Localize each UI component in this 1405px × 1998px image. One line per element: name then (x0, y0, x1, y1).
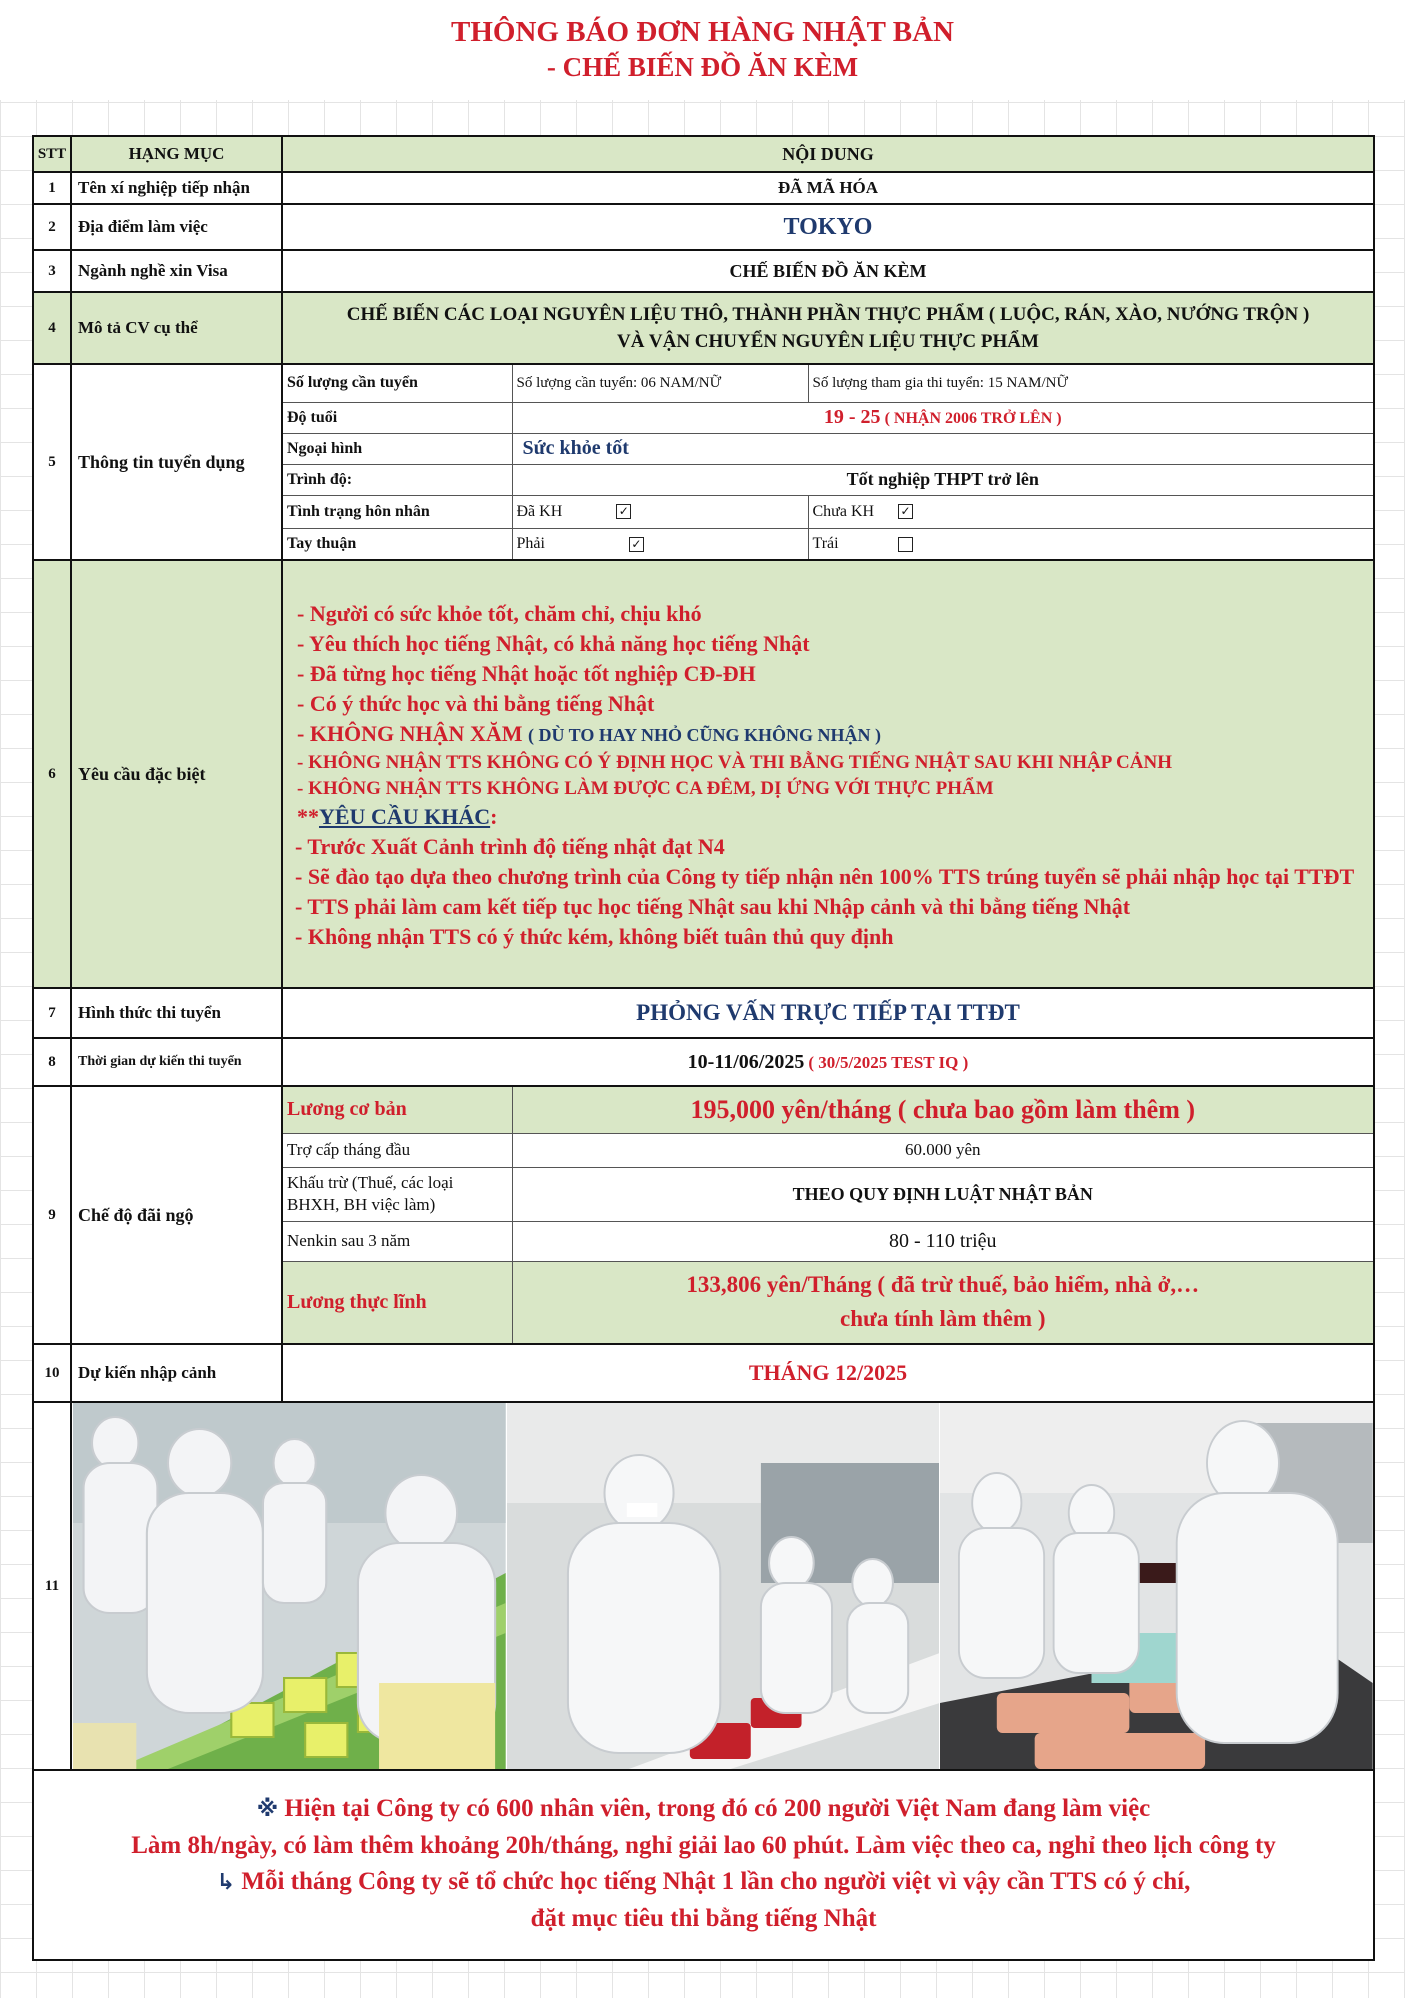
requirement-item: - KHÔNG NHẬN TTS KHÔNG LÀM ĐƯỢC CA ĐÊM, DỊ ỨNG VỚI THỰC PHẨM (297, 777, 994, 799)
tattoo-note: ( DÙ TO HAY NHỎ CŨNG KHÔNG NHẬN ) (527, 724, 882, 745)
footer-line-4: đặt mục tiêu thi bằng tiếng Nhật (530, 1905, 877, 1932)
requirement-item: - Có ý thức học và thi bằng tiếng Nhật (297, 690, 655, 716)
factory-photo-2 (506, 1403, 940, 1769)
nenkin-value: 80 - 110 triệu (512, 1221, 1373, 1261)
table-row (33, 250, 1374, 292)
other-item: - TTS phải làm cam kết tiếp tục học tiếng Nhật sau khi Nhập cảnh và thi bằng tiếng Nhật (295, 893, 1131, 919)
job-order-table (32, 135, 1375, 1961)
footer-line-3 (38, 1864, 1369, 1901)
row-number: 9 (33, 1086, 71, 1344)
age-note: ( NHẬN 2006 TRỞ LÊN ) (884, 410, 1062, 427)
row-label: Thông tin tuyển dụng (71, 364, 282, 560)
row-label: Chế độ đãi ngộ (71, 1086, 282, 1344)
footer-text-1: Hiện tại Công ty có 600 nhân viên, trong đó có 200 người Việt Nam đang làm việc (284, 1795, 1151, 1822)
requirement-item: - Người có sức khỏe tốt, chăm chỉ, chịu khó (297, 600, 702, 626)
row-label: Mô tả CV cụ thể (71, 292, 282, 364)
left-hand-checkbox[interactable] (898, 537, 913, 552)
right-hand-checkbox[interactable]: ✓ (629, 537, 644, 552)
other-requirements-heading (291, 802, 1373, 832)
row-number: 7 (33, 988, 71, 1038)
salary-value: 195,000 yên/tháng ( chưa bao gồm làm thêm ) (512, 1087, 1373, 1133)
row-number: 8 (33, 1038, 71, 1086)
qty-exam: Số lượng tham gia thi tuyển: 15 NAM/NỮ (808, 365, 1373, 402)
footer-notes (33, 1770, 1374, 1960)
job-description (282, 292, 1374, 364)
table-header-row (33, 136, 1374, 172)
table-row (33, 364, 1374, 560)
title-line-1: THÔNG BÁO ĐƠN HÀNG NHẬT BẢN (451, 16, 954, 48)
row-label: Yêu cầu đặc biệt (71, 560, 282, 988)
footer-line-2: Làm 8h/ngày, có làm thêm khoảng 20h/tháng, nghỉ giải lao 60 phút. Làm việc theo ca, nghỉ theo lịch công ty (131, 1832, 1276, 1859)
education-value: Tốt nghiệp THPT trở lên (512, 464, 1373, 495)
benefits-subtable (283, 1087, 1373, 1343)
row-number: 5 (33, 364, 71, 560)
net-salary-label: Lương thực lĩnh (283, 1261, 512, 1343)
deduction-label: Khấu trừ (Thuế, các loại BHXH, BH việc làm) (283, 1167, 512, 1221)
exam-date-note: ( 30/5/2025 TEST IQ ) (808, 1052, 969, 1072)
table-row (33, 1038, 1374, 1086)
net-salary-line-2: chưa tính làm thêm ) (840, 1306, 1046, 1332)
exam-date (282, 1038, 1374, 1086)
table-row (33, 988, 1374, 1038)
other-colon: : (490, 803, 498, 829)
photos-cell (71, 1402, 1374, 1770)
benefits (282, 1086, 1374, 1344)
appearance-label: Ngoại hình (283, 433, 512, 464)
table-row (33, 1770, 1374, 1960)
header-stt: STT (33, 136, 71, 172)
header-content: NỘI DUNG (282, 136, 1374, 172)
deduction-value: THEO QUY ĐỊNH LUẬT NHẬT BẢN (512, 1167, 1373, 1221)
row-number: 6 (33, 560, 71, 988)
row-label: Hình thức thi tuyển (71, 988, 282, 1038)
hand-label: Tay thuận (283, 528, 512, 559)
net-salary-line-1: 133,806 yên/Tháng ( đã trừ thuế, bảo hiểm, nhà ở,… (686, 1272, 1200, 1298)
factory-photo-3 (939, 1403, 1373, 1769)
other-item: - Sẽ đào tạo dựa theo chương trình của Công ty tiếp nhận nên 100% TTS trúng tuyển sẽ phải nhập học tại TTĐT (295, 863, 1355, 889)
exam-date-value: 10-11/06/2025 (687, 1050, 805, 1073)
net-salary-value (512, 1261, 1373, 1343)
age-value: 19 - 25 (823, 406, 881, 428)
age-cell (512, 402, 1373, 433)
entry-date: THÁNG 12/2025 (282, 1344, 1374, 1402)
other-stars: ** (297, 803, 319, 829)
other-item: - Không nhận TTS có ý thức kém, không biết tuân thủ quy định (295, 923, 894, 949)
education-label: Trình độ: (283, 464, 512, 495)
factory-photo-1 (72, 1403, 506, 1769)
requirement-item: - Đã từng học tiếng Nhật hoặc tốt nghiệp CĐ-ĐH (297, 660, 756, 686)
right-hand-option (512, 528, 808, 559)
single-label: Chưa KH (812, 502, 875, 520)
allowance-value: 60.000 yên (512, 1133, 1373, 1167)
age-label: Độ tuổi (283, 402, 512, 433)
header-category: HẠNG MỤC (71, 136, 282, 172)
table-row (33, 172, 1374, 204)
requirement-item: - KHÔNG NHẬN TTS KHÔNG CÓ Ý ĐỊNH HỌC VÀ THI BẰNG TIẾNG NHẬT SAU KHI NHẬP CẢNH (297, 751, 1173, 773)
row-label: Tên xí nghiệp tiếp nhận (71, 172, 282, 204)
arrow-icon: ↳ (216, 1870, 236, 1895)
left-hand-option (808, 528, 1373, 559)
special-requirements (282, 560, 1374, 988)
recruitment-subtable (283, 365, 1373, 559)
row-number: 2 (33, 204, 71, 250)
table-row (33, 292, 1374, 364)
married-checkbox[interactable]: ✓ (616, 504, 631, 519)
marital-label: Tình trạng hôn nhân (283, 495, 512, 528)
married-option (512, 495, 808, 528)
salary-label: Lương cơ bản (283, 1087, 512, 1133)
table-row (33, 1344, 1374, 1402)
table-row (33, 1402, 1374, 1770)
title-line-2: - CHẾ BIẾN ĐỒ ĂN KÈM (546, 52, 859, 82)
other-label: YÊU CẦU KHÁC (319, 803, 491, 829)
tattoo-requirement (291, 719, 1373, 750)
row-label: Dự kiến nhập cảnh (71, 1344, 282, 1402)
footer-line-1 (38, 1791, 1369, 1828)
exam-format: PHỎNG VẤN TRỰC TIẾP TẠI TTĐT (282, 988, 1374, 1038)
work-location: TOKYO (282, 204, 1374, 250)
requirement-item: - Yêu thích học tiếng Nhật, có khả năng học tiếng Nhật (297, 630, 810, 656)
left-hand-label: Trái (812, 534, 839, 552)
table-row (33, 204, 1374, 250)
header (0, 0, 1405, 100)
single-option (808, 495, 1373, 528)
reference-mark-icon: ※ (256, 1797, 279, 1822)
row-label: Ngành nghề xin Visa (71, 250, 282, 292)
row-number: 10 (33, 1344, 71, 1402)
qty-value: Số lượng cần tuyển: 06 NAM/NỮ (512, 365, 808, 402)
tattoo-text: - KHÔNG NHẬN XĂM (297, 720, 523, 746)
qty-label: Số lượng cần tuyển (283, 365, 512, 402)
allowance-label: Trợ cấp tháng đầu (283, 1133, 512, 1167)
row-number: 3 (33, 250, 71, 292)
company-name: ĐÃ MÃ HÓA (282, 172, 1374, 204)
job-description-line-2: VÀ VẬN CHUYỂN NGUYÊN LIỆU THỰC PHẨM (617, 331, 1039, 352)
visa-trade: CHẾ BIẾN ĐỒ ĂN KÈM (282, 250, 1374, 292)
single-checkbox[interactable]: ✓ (898, 504, 913, 519)
footer-text-3: Mỗi tháng Công ty sẽ tổ chức học tiếng Nhật 1 lần cho người việt vì vậy cần TTS có ý chí, (241, 1868, 1191, 1895)
row-number: 4 (33, 292, 71, 364)
nenkin-label: Nenkin sau 3 năm (283, 1221, 512, 1261)
photo-strip (72, 1403, 1373, 1769)
row-label: Địa điểm làm việc (71, 204, 282, 250)
row-number: 11 (33, 1402, 71, 1770)
recruitment-info (282, 364, 1374, 560)
table-row (33, 1086, 1374, 1344)
row-number: 1 (33, 172, 71, 204)
other-item: - Trước Xuất Cảnh trình độ tiếng nhật đạt N4 (295, 833, 725, 859)
job-description-line-1: CHẾ BIẾN CÁC LOẠI NGUYÊN LIỆU THÔ, THÀNH PHẦN THỰC PHẨM ( LUỘC, RÁN, XÀO, NƯỚNG TRỘN ) (346, 304, 1310, 325)
table-row (33, 560, 1374, 988)
appearance-value: Sức khỏe tốt (512, 433, 1373, 464)
row-label: Thời gian dự kiến thi tuyển (71, 1038, 282, 1086)
married-label: Đã KH (516, 502, 563, 520)
right-hand-label: Phải (516, 534, 545, 552)
